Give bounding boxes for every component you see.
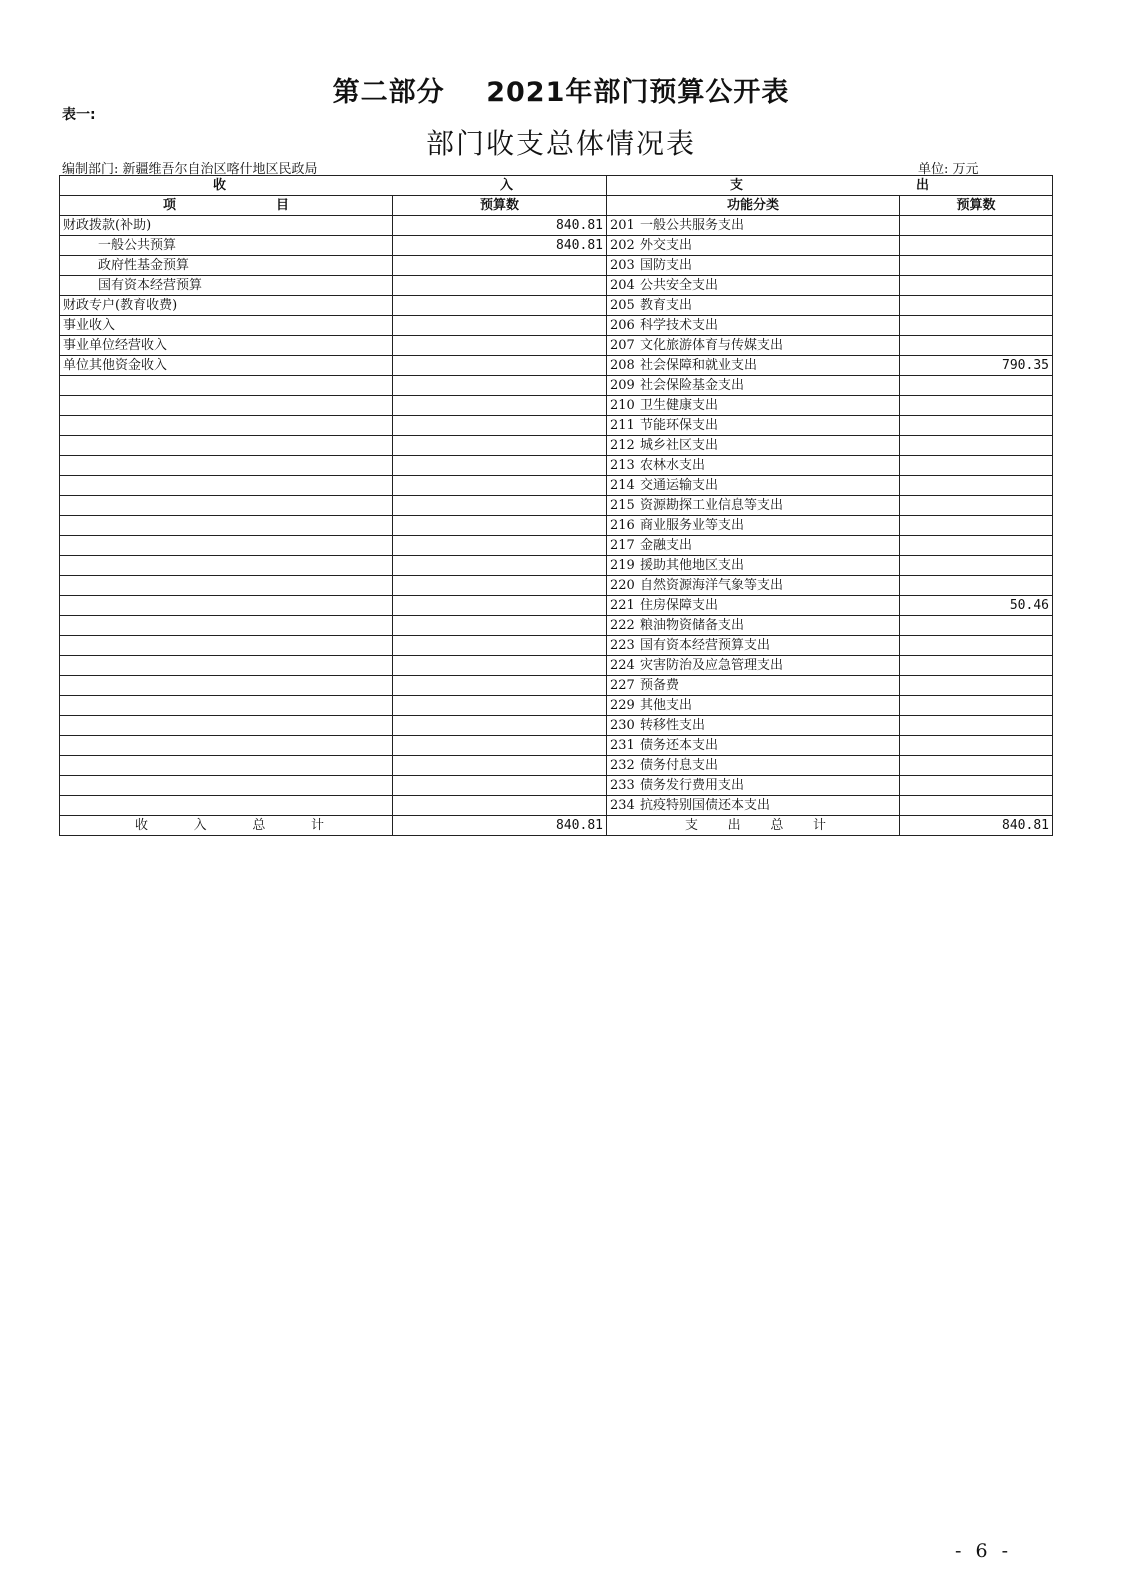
budget-table-body: [60, 176, 1053, 836]
income-item-cell: [60, 736, 393, 756]
income-total-label-char: 计: [310, 817, 324, 833]
function-label: 抗疫特别国债还本支出: [640, 797, 771, 813]
income-item-cell: [60, 696, 393, 716]
income-amount-cell: [393, 776, 607, 796]
section-header-row: [60, 176, 1053, 196]
income-item-cell: [60, 656, 393, 676]
function-code: 210: [610, 397, 635, 413]
function-code: 229: [610, 697, 635, 713]
table-row: [60, 736, 1053, 756]
table-row: [60, 216, 1053, 236]
function-category-cell: [607, 596, 900, 616]
expense-amount-cell: [900, 376, 1053, 396]
income-total-label-char: 收: [135, 817, 149, 833]
expense-amount-cell: [900, 536, 1053, 556]
expense-amount-cell: [900, 436, 1053, 456]
income-item-cell: [60, 416, 393, 436]
income-item-cell: [60, 396, 393, 416]
table-row: [60, 236, 1053, 256]
function-label: 一般公共服务支出: [640, 217, 745, 233]
income-item-cell: [60, 436, 393, 456]
function-label: 预备费: [640, 677, 680, 693]
expense-amount-cell: [900, 736, 1053, 756]
function-category-cell: [607, 756, 900, 776]
function-label: 债务付息支出: [640, 757, 719, 773]
function-code: 209: [610, 377, 635, 393]
function-code: 212: [610, 437, 635, 453]
function-label: 灾害防治及应急管理支出: [640, 657, 784, 673]
income-item-cell: [60, 516, 393, 536]
expense-total-label-char: 支: [685, 817, 699, 833]
expense-amount-cell: [900, 656, 1053, 676]
table-row: [60, 776, 1053, 796]
function-category-cell: [607, 696, 900, 716]
expense-total-label: [607, 816, 900, 836]
function-code: 233: [610, 777, 635, 793]
function-label: 债务发行费用支出: [640, 777, 745, 793]
table-row: [60, 556, 1053, 576]
income-item-cell: [60, 376, 393, 396]
function-label: 金融支出: [640, 537, 693, 553]
function-label: 商业服务业等支出: [640, 517, 745, 533]
function-category-cell: [607, 296, 900, 316]
function-code: 203: [610, 257, 635, 273]
income-item-cell: [60, 596, 393, 616]
unit-label: 单位: 万元: [918, 162, 979, 177]
table-row: [60, 396, 1053, 416]
function-category-cell: [607, 376, 900, 396]
income-item-cell: 一般公共预算: [60, 236, 393, 256]
function-code: 230: [610, 717, 635, 733]
income-amount-cell: [393, 616, 607, 636]
income-amount-cell: [393, 676, 607, 696]
income-amount-cell: [393, 276, 607, 296]
function-label: 自然资源海洋气象等支出: [640, 577, 784, 593]
table-row: [60, 416, 1053, 436]
expense-amount-cell: [900, 676, 1053, 696]
col-header-function: 功能分类: [607, 196, 900, 216]
function-code: 211: [610, 417, 635, 433]
income-amount-cell: [393, 316, 607, 336]
function-category-cell: [607, 656, 900, 676]
function-label: 其他支出: [640, 697, 693, 713]
income-amount-cell: [393, 416, 607, 436]
expense-amount-cell: [900, 496, 1053, 516]
expense-amount-cell: [900, 396, 1053, 416]
function-category-cell: [607, 436, 900, 456]
income-item-cell: [60, 636, 393, 656]
expense-amount-cell: [900, 336, 1053, 356]
income-item-cell: [60, 536, 393, 556]
page-number: - 6 -: [955, 1540, 1013, 1562]
function-label: 住房保障支出: [640, 597, 719, 613]
income-item-cell: [60, 676, 393, 696]
function-label: 外交支出: [640, 237, 693, 253]
function-category-cell: [607, 616, 900, 636]
income-amount-cell: 840.81: [393, 236, 607, 256]
expense-total-label-char: 计: [812, 817, 826, 833]
function-code: 213: [610, 457, 635, 473]
income-amount-cell: [393, 436, 607, 456]
table-row: [60, 436, 1053, 456]
income-amount-cell: [393, 596, 607, 616]
expense-amount-cell: [900, 316, 1053, 336]
income-item-cell: 事业单位经营收入: [60, 336, 393, 356]
table-row: [60, 536, 1053, 556]
table-row: [60, 576, 1053, 596]
expense-amount-cell: [900, 616, 1053, 636]
table-row: [60, 616, 1053, 636]
function-category-cell: [607, 456, 900, 476]
function-label: 节能环保支出: [640, 417, 719, 433]
income-item-cell: [60, 476, 393, 496]
expense-amount-cell: [900, 296, 1053, 316]
income-amount-cell: [393, 336, 607, 356]
income-amount-cell: [393, 556, 607, 576]
table-row: [60, 376, 1053, 396]
income-header-char-2: 入: [499, 177, 513, 193]
budget-table: [59, 175, 1053, 836]
table-title: 部门收支总体情况表: [425, 127, 696, 160]
expense-amount-cell: 790.35: [900, 356, 1053, 376]
function-code: 220: [610, 577, 635, 593]
income-item-cell: [60, 456, 393, 476]
income-amount-cell: [393, 536, 607, 556]
expense-amount-cell: [900, 756, 1053, 776]
income-header-char-1: 收: [213, 177, 227, 193]
function-code: 227: [610, 677, 635, 693]
function-label: 国防支出: [640, 257, 693, 273]
function-code: 222: [610, 617, 635, 633]
income-amount-cell: [393, 576, 607, 596]
function-label: 城乡社区支出: [640, 437, 719, 453]
function-label: 国有资本经营预算支出: [640, 637, 771, 653]
income-item-cell: [60, 496, 393, 516]
expense-amount-cell: [900, 236, 1053, 256]
function-category-cell: [607, 636, 900, 656]
expense-amount-cell: [900, 516, 1053, 536]
function-code: 205: [610, 297, 635, 313]
function-category-cell: [607, 216, 900, 236]
income-item-cell: 事业收入: [60, 316, 393, 336]
function-category-cell: [607, 716, 900, 736]
function-category-cell: [607, 316, 900, 336]
income-amount-cell: [393, 636, 607, 656]
income-item-cell: [60, 756, 393, 776]
function-label: 教育支出: [640, 297, 693, 313]
function-label: 文化旅游体育与传媒支出: [640, 337, 784, 353]
col-header-income-amount: 预算数: [393, 196, 607, 216]
table-row: [60, 796, 1053, 816]
table-row: [60, 676, 1053, 696]
expense-amount-cell: [900, 556, 1053, 576]
expense-amount-cell: [900, 776, 1053, 796]
income-amount-cell: [393, 476, 607, 496]
table-row: [60, 316, 1053, 336]
income-amount-cell: [393, 296, 607, 316]
income-amount-cell: [393, 696, 607, 716]
income-amount-cell: 840.81: [393, 216, 607, 236]
table-row: [60, 476, 1053, 496]
expense-amount-cell: 50.46: [900, 596, 1053, 616]
expense-header-char-1: 支: [730, 177, 744, 193]
income-amount-cell: [393, 796, 607, 816]
table-row: [60, 356, 1053, 376]
function-code: 217: [610, 537, 635, 553]
function-category-cell: [607, 276, 900, 296]
expense-amount-cell: [900, 416, 1053, 436]
function-category-cell: [607, 576, 900, 596]
function-category-cell: [607, 496, 900, 516]
expense-amount-cell: [900, 256, 1053, 276]
function-label: 粮油物资储备支出: [640, 617, 745, 633]
function-code: 216: [610, 517, 635, 533]
table-row: [60, 756, 1053, 776]
expense-amount-cell: [900, 216, 1053, 236]
expense-header-char-2: 出: [915, 177, 929, 193]
function-code: 214: [610, 477, 635, 493]
function-code: 234: [610, 797, 635, 813]
function-label: 科学技术支出: [640, 317, 719, 333]
function-category-cell: [607, 736, 900, 756]
table-row: [60, 696, 1053, 716]
function-code: 219: [610, 557, 635, 573]
function-category-cell: [607, 516, 900, 536]
income-item-cell: 政府性基金预算: [60, 256, 393, 276]
function-code: 202: [610, 237, 635, 253]
function-label: 社会保障和就业支出: [640, 357, 758, 373]
prepared-by: 编制部门: 新疆维吾尔自治区喀什地区民政局: [62, 162, 318, 177]
expense-amount-cell: [900, 696, 1053, 716]
table-row: [60, 516, 1053, 536]
function-category-cell: [607, 536, 900, 556]
expense-section-header: [607, 176, 1053, 196]
table-row: [60, 296, 1053, 316]
table-row: [60, 716, 1053, 736]
function-category-cell: [607, 476, 900, 496]
function-code: 207: [610, 337, 635, 353]
table-number: 表一:: [62, 107, 96, 123]
function-code: 208: [610, 357, 635, 373]
function-category-cell: [607, 256, 900, 276]
income-item-cell: 财政专户(教育收费): [60, 296, 393, 316]
income-total-label-char: 总: [252, 817, 266, 833]
income-item-cell: 国有资本经营预算: [60, 276, 393, 296]
function-label: 债务还本支出: [640, 737, 719, 753]
function-label: 转移性支出: [640, 717, 706, 733]
income-amount-cell: [393, 716, 607, 736]
col-header-item-char-1: 项: [163, 197, 177, 213]
function-code: 206: [610, 317, 635, 333]
table-row: [60, 596, 1053, 616]
function-code: 232: [610, 757, 635, 773]
table-row: [60, 336, 1053, 356]
col-header-item-char-2: 目: [275, 197, 289, 213]
table-row: [60, 456, 1053, 476]
function-category-cell: [607, 396, 900, 416]
function-label: 社会保险基金支出: [640, 377, 745, 393]
expense-total-amount: 840.81: [900, 816, 1053, 836]
function-category-cell: [607, 776, 900, 796]
column-header-row: [60, 196, 1053, 216]
income-amount-cell: [393, 516, 607, 536]
col-header-item: [60, 196, 393, 216]
expense-amount-cell: [900, 796, 1053, 816]
income-amount-cell: [393, 256, 607, 276]
part-title: 第二部分 2021年部门预算公开表: [332, 77, 790, 108]
function-code: 231: [610, 737, 635, 753]
income-amount-cell: [393, 496, 607, 516]
income-total-label-char: 入: [193, 817, 207, 833]
table-row: [60, 256, 1053, 276]
income-total-amount: 840.81: [393, 816, 607, 836]
income-amount-cell: [393, 456, 607, 476]
table-row: [60, 496, 1053, 516]
function-code: 223: [610, 637, 635, 653]
income-item-cell: [60, 796, 393, 816]
expense-amount-cell: [900, 456, 1053, 476]
income-item-cell: [60, 716, 393, 736]
income-item-cell: [60, 776, 393, 796]
expense-amount-cell: [900, 716, 1053, 736]
table-row: [60, 656, 1053, 676]
income-amount-cell: [393, 356, 607, 376]
table-row: [60, 636, 1053, 656]
function-category-cell: [607, 676, 900, 696]
income-total-label: [60, 816, 393, 836]
function-category-cell: [607, 416, 900, 436]
income-item-cell: 财政拨款(补助): [60, 216, 393, 236]
col-header-expense-amount: 预算数: [900, 196, 1053, 216]
expense-amount-cell: [900, 576, 1053, 596]
function-category-cell: [607, 356, 900, 376]
function-category-cell: [607, 556, 900, 576]
function-code: 224: [610, 657, 635, 673]
income-section-header: [60, 176, 607, 196]
table-row: [60, 276, 1053, 296]
income-amount-cell: [393, 396, 607, 416]
expense-amount-cell: [900, 636, 1053, 656]
income-amount-cell: [393, 736, 607, 756]
income-amount-cell: [393, 376, 607, 396]
function-category-cell: [607, 796, 900, 816]
function-category-cell: [607, 336, 900, 356]
function-label: 农林水支出: [640, 457, 706, 473]
function-label: 援助其他地区支出: [640, 557, 745, 573]
expense-amount-cell: [900, 476, 1053, 496]
function-code: 204: [610, 277, 635, 293]
function-code: 221: [610, 597, 635, 613]
income-item-cell: [60, 576, 393, 596]
income-amount-cell: [393, 756, 607, 776]
income-item-cell: [60, 616, 393, 636]
function-code: 201: [610, 217, 635, 233]
function-label: 交通运输支出: [640, 477, 719, 493]
function-label: 资源勘探工业信息等支出: [640, 497, 784, 513]
income-item-cell: [60, 556, 393, 576]
expense-total-label-char: 总: [770, 817, 784, 833]
total-row: [60, 816, 1053, 836]
function-label: 卫生健康支出: [640, 397, 719, 413]
function-code: 215: [610, 497, 635, 513]
function-label: 公共安全支出: [640, 277, 719, 293]
income-amount-cell: [393, 656, 607, 676]
expense-amount-cell: [900, 276, 1053, 296]
function-category-cell: [607, 236, 900, 256]
income-item-cell: 单位其他资金收入: [60, 356, 393, 376]
expense-total-label-char: 出: [727, 817, 741, 833]
